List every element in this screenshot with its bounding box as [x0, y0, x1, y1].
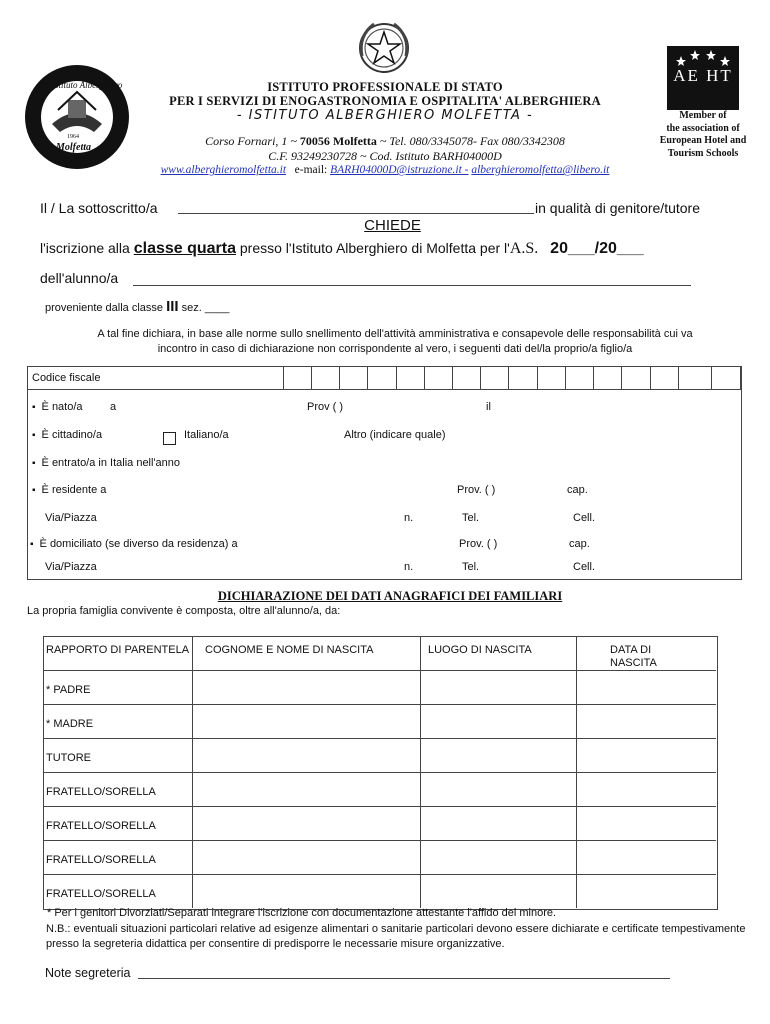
family-row-label: FRATELLO/SORELLA: [46, 888, 156, 900]
family-cell-input[interactable]: [578, 876, 714, 906]
family-cell-input[interactable]: [194, 808, 418, 838]
family-cell-input[interactable]: [422, 740, 574, 770]
family-row-label: FRATELLO/SORELLA: [46, 854, 156, 866]
dichiara-text: A tal fine dichiara, in base alle norme sullo snellimento dell'attività amministrativa e consapevole delle responsabilità cui va incontro in caso di dichiarazione non corrispondente al vero, i seguenti dati del/la proprio/a figlio/a: [97, 328, 693, 355]
aeht-caption: Member of the association of European Hotel and Tourism Schools: [659, 110, 747, 159]
proveniente-line: proveniente dalla classe III sez. ____: [45, 298, 230, 315]
email-link-2[interactable]: alberghieromolfetta@libero.it: [471, 164, 610, 176]
family-header-2: LUOGO DI NASCITA: [428, 644, 532, 656]
note-divorziati: * Per i genitori Divorziati/Separati integrare l'iscrizione con documentazione attestante l'affido del minore.: [47, 907, 557, 919]
sottoscritto-label: Il / La sottoscritto/a: [40, 200, 158, 216]
italiano-checkbox[interactable]: [163, 432, 176, 445]
residente-label: ▪ È residente a: [32, 484, 106, 496]
header-address: Corso Fornari, 1 ~ 70056 Molfetta ~ Tel. 080/3345078- Fax 080/3342308: [205, 134, 565, 148]
family-cell-input[interactable]: [422, 706, 574, 736]
family-header-0: RAPPORTO DI PARENTELA: [46, 644, 190, 656]
family-cell-input[interactable]: [194, 876, 418, 906]
logo-year: 1964: [67, 134, 79, 140]
header-line3: - ISTITUTO ALBERGHIERO MOLFETTA -: [236, 108, 534, 123]
codice-fiscale-cell-divider: [593, 367, 594, 389]
family-row-divider: [43, 840, 716, 841]
alunno-field[interactable]: [133, 285, 691, 286]
family-cell-input[interactable]: [422, 842, 574, 872]
codice-fiscale-cell-divider: [537, 367, 538, 389]
codice-fiscale-cell-divider: [711, 367, 712, 389]
via-label-2: Via/Piazza: [45, 561, 97, 573]
logo-text-top: Istituto Alberghiero: [52, 80, 123, 90]
qualita-label: in qualità di genitore/tutore: [535, 200, 700, 216]
codice-fiscale-cell-divider: [621, 367, 622, 389]
family-cell-input[interactable]: [194, 774, 418, 804]
family-row-label: FRATELLO/SORELLA: [46, 820, 156, 832]
family-row-divider: [43, 874, 716, 875]
family-row-label: * MADRE: [46, 718, 94, 730]
codice-fiscale-cell-divider: [740, 367, 741, 389]
family-intro: La propria famiglia convivente è composta, oltre all'alunno/a, da:: [27, 605, 341, 617]
codice-fiscale-cell-divider: [311, 367, 312, 389]
codice-fiscale-cell-divider: [367, 367, 368, 389]
note-segreteria-field[interactable]: [138, 978, 670, 979]
codice-fiscale-cell-divider: [508, 367, 509, 389]
family-cell-input[interactable]: [578, 740, 714, 770]
family-row-label: FRATELLO/SORELLA: [46, 786, 156, 798]
family-cell-input[interactable]: [194, 842, 418, 872]
family-cell-input[interactable]: [194, 706, 418, 736]
domiciliato-label: ▪ È domiciliato (se diverso da residenza) a: [30, 538, 238, 550]
family-row-divider: [43, 772, 716, 773]
family-header-3: DATA DI NASCITA: [610, 644, 657, 669]
family-cell-input[interactable]: [422, 876, 574, 906]
codice-fiscale-cell-divider: [339, 367, 340, 389]
family-cell-input[interactable]: [194, 740, 418, 770]
codice-fiscale-cell-divider: [678, 367, 679, 389]
family-cell-input[interactable]: [422, 774, 574, 804]
family-row-divider: [43, 806, 716, 807]
anno-scolastico-field[interactable]: 20___/20___: [550, 240, 644, 257]
family-cell-input[interactable]: [578, 672, 714, 702]
codice-fiscale-cell-divider: [650, 367, 651, 389]
note-segreteria-label: Note segreteria: [45, 966, 131, 980]
header-line1: ISTITUTO PROFESSIONALE DI STATO: [267, 80, 503, 94]
email-link-1[interactable]: BARH04000D@istruzione.it -: [330, 164, 469, 176]
codice-fiscale-cell-divider: [424, 367, 425, 389]
entrato-label: ▪ È entrato/a in Italia nell'anno: [32, 457, 180, 469]
codice-fiscale-cell-divider: [283, 367, 284, 389]
note-nb: N.B.: eventuali situazioni particolari relative ad esigenze alimentari o sanitarie particolari devono essere dichiarate e certificate tempestivamente presso la segreteria didattica per consentire di predisporre le necessarie misure organizzative.: [46, 923, 746, 950]
family-cell-input[interactable]: [578, 808, 714, 838]
header-line2: PER I SERVIZI DI ENOGASTRONOMIA E OSPITALITA' ALBERGHIERA: [169, 94, 601, 108]
website-link[interactable]: www.alberghieromolfetta.it: [160, 164, 287, 176]
codice-fiscale-cell-divider: [480, 367, 481, 389]
family-cell-input[interactable]: [578, 842, 714, 872]
family-row-label: * PADRE: [46, 684, 91, 696]
family-row-divider: [43, 670, 716, 671]
codice-fiscale-label: Codice fiscale: [32, 372, 101, 384]
family-row-divider: [43, 704, 716, 705]
cittadino-label: ▪ È cittadino/a: [32, 429, 102, 441]
iscrizione-line: l'iscrizione alla classe quarta presso l'Istituto Alberghiero di Molfetta per l'A.S. 20___/20___: [40, 240, 644, 257]
via-label-1: Via/Piazza: [45, 512, 97, 524]
alunno-label: dell'alunno/a: [40, 270, 119, 286]
family-title: DICHIARAZIONE DEI DATI ANAGRAFICI DEI FAMILIARI: [217, 589, 563, 603]
family-row-divider: [43, 738, 716, 739]
codice-fiscale-cell-divider: [565, 367, 566, 389]
chiede-heading: CHIEDE: [364, 217, 421, 234]
header-codes: C.F. 93249230728 ~ Cod. Istituto BARH04000D: [268, 149, 502, 163]
family-row-label: TUTORE: [46, 752, 92, 764]
family-cell-input[interactable]: [422, 808, 574, 838]
family-cell-input[interactable]: [578, 706, 714, 736]
codice-fiscale-cell-divider: [452, 367, 453, 389]
nato-label: ▪ È nato/a: [32, 401, 83, 413]
sottoscritto-field[interactable]: [178, 213, 534, 214]
aeht-logo-text: AE HT: [673, 66, 733, 85]
family-header-1: COGNOME E NOME DI NASCITA: [205, 644, 374, 656]
sez-field[interactable]: sez. ____: [181, 302, 230, 314]
family-cell-input[interactable]: [422, 672, 574, 702]
family-cell-input[interactable]: [578, 774, 714, 804]
codice-fiscale-cell-divider: [396, 367, 397, 389]
logo-text-bottom: Molfetta: [56, 142, 91, 153]
header-contacts: www.alberghieromolfetta.it e-mail: BARH04000D@istruzione.it - alberghieromolfetta@libero.it: [160, 164, 610, 176]
family-cell-input[interactable]: [194, 672, 418, 702]
republic-emblem: [354, 16, 414, 76]
